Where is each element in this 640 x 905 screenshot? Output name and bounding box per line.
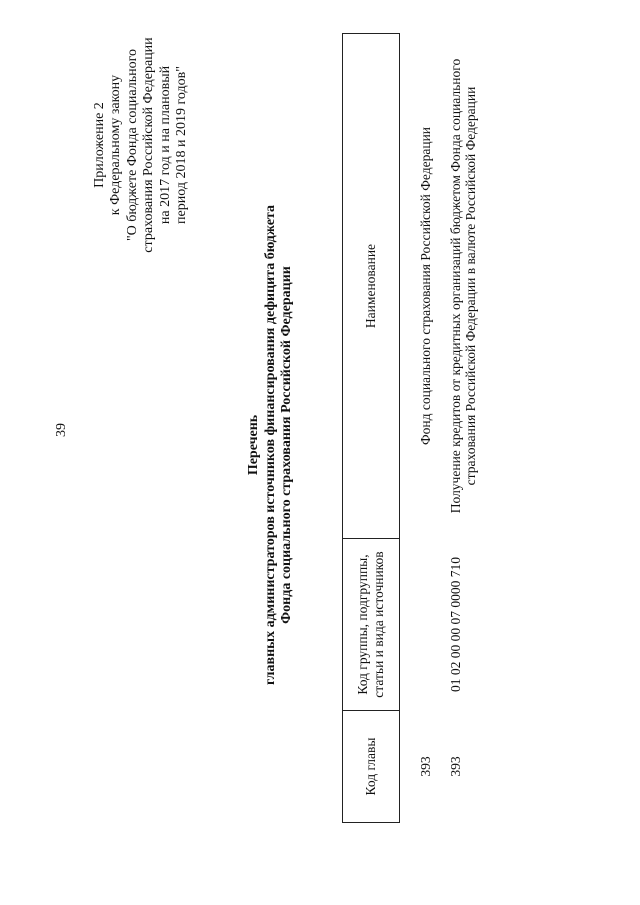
cell-group-code <box>400 539 442 711</box>
heading-title: Перечень <box>246 414 261 476</box>
appendix-line: к Федеральному закону <box>108 74 124 216</box>
page-number: 39 <box>54 423 69 437</box>
appendix-line: период 2018 и 2019 годов" <box>174 66 190 224</box>
cell-group-code: 01 02 00 00 07 0000 710 <box>447 557 463 692</box>
appendix-line: на 2017 год и на плановый <box>157 65 173 225</box>
document-heading <box>246 195 296 695</box>
header-chapter-code: Код главы <box>343 711 400 823</box>
appendix-line: "О бюджете Фонда социального <box>124 48 140 242</box>
cell-chapter-code: 393 <box>418 756 433 777</box>
header-name: Наименование <box>343 34 400 539</box>
appendix-note <box>92 25 190 265</box>
header-group-code: Код группы, подгруппы, статьи и вида источников <box>343 539 400 711</box>
table-row <box>442 34 479 823</box>
heading-subtitle: главных администраторов источников финансирования дефицита бюджета <box>262 205 278 685</box>
appendix-line: страхования Российской Федерации <box>141 37 157 253</box>
appendix-line: Приложение 2 <box>92 102 107 188</box>
heading-subtitle: Фонда социального страхования Российской Федерации <box>279 266 295 624</box>
cell-chapter-code: 393 <box>447 756 463 777</box>
cell-name: Получение кредитов от кредитных организаций бюджетом Фонда социального страхования Российской Федерации в валюте Российской Федерации <box>447 58 479 514</box>
cell-name: Фонд социального страхования Российской Федерации <box>418 126 433 446</box>
table-header-row <box>343 34 400 823</box>
administrators-table <box>342 33 479 823</box>
table-row <box>400 34 442 823</box>
